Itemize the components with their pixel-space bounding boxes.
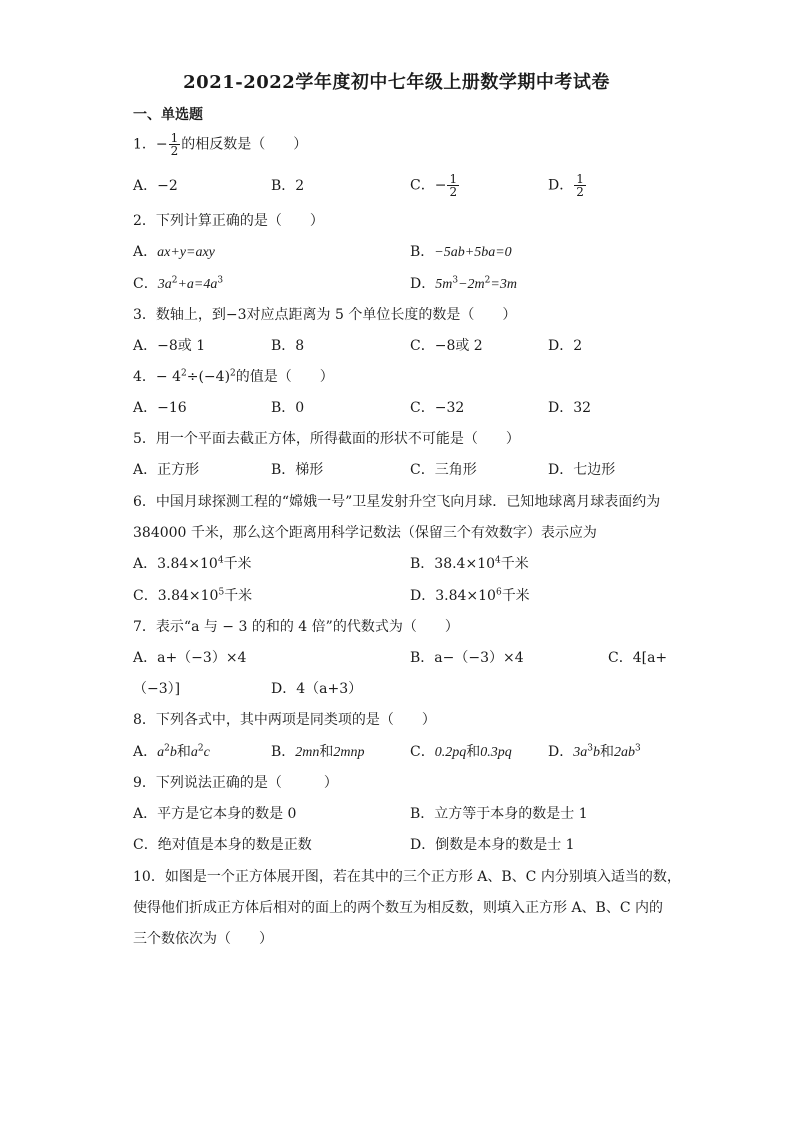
q8-c-2: 0.3pq [480, 745, 512, 760]
q8-d-1: 3a [573, 745, 588, 760]
q2-option-b[interactable] [410, 242, 512, 263]
q1-c-frac-num: 1 [449, 172, 458, 186]
question-6-line-1: 6．中国月球探测工程的“嫦娥一号”卫星发射升空飞向月球．已知地球离月球表面约为 [133, 494, 661, 510]
q7-option-b[interactable]: B．a−（−3）×4 [410, 650, 524, 666]
q8-a-3: a [190, 745, 198, 760]
q6-c-sup: 5 [218, 587, 225, 598]
q4-option-b[interactable]: B．0 [271, 400, 305, 416]
question-6-line-2: 384000 千米，那么这个距离用科学记数法（保留三个有效数字）表示应为 [133, 525, 597, 541]
q2-option-a[interactable] [133, 242, 215, 263]
q4-text-2: ÷(−4) [186, 369, 231, 385]
q7-option-d[interactable]: D．4（a+3） [271, 681, 363, 697]
q1-option-b[interactable]: B．2 [271, 178, 305, 194]
q5-option-b[interactable]: B．梯形 [271, 462, 324, 478]
q8-a-and: 和 [176, 744, 191, 760]
q1-frac-num: 1 [170, 131, 179, 145]
q2-c-sup-1: 2 [171, 275, 178, 286]
q5-option-c[interactable]: C．三角形 [410, 462, 477, 478]
q8-c-1: 0.2pq [434, 745, 467, 760]
q8-option-d[interactable] [548, 742, 641, 763]
q4-option-c[interactable]: C．−32 [410, 400, 465, 416]
q8-c-and: 和 [466, 744, 481, 760]
q8-d-3: 2ab [613, 745, 635, 760]
q7-option-a[interactable]: A．a+（−3）×4 [133, 650, 247, 666]
q4-option-d[interactable]: D．32 [548, 400, 592, 416]
q2-a-expr: ax+y=axy [157, 245, 215, 260]
q8-b-2: 2mnp [333, 745, 365, 760]
q6-d-1: D．3.84×10 [410, 588, 496, 604]
q3-option-c[interactable]: C．−8或 2 [410, 338, 483, 354]
q6-b-1: B．38.4×10 [410, 556, 496, 572]
q6-option-b[interactable] [410, 554, 529, 574]
q8-b-1: 2mn [295, 745, 320, 760]
question-7: 7．表示“a 与 − 3 的和的 4 倍”的代数式为（ ） [133, 619, 459, 635]
q5-option-d[interactable]: D．七边形 [548, 462, 616, 478]
q1-option-d[interactable] [548, 173, 587, 198]
q1-d-frac-num: 1 [576, 172, 584, 186]
q2-option-d[interactable] [410, 274, 517, 295]
q6-a-1: A．3.84×10 [133, 556, 218, 572]
q8-d-label: D． [548, 744, 574, 760]
q8-option-b[interactable] [271, 742, 365, 763]
q8-option-a[interactable] [133, 742, 210, 763]
q6-option-c[interactable] [133, 586, 252, 606]
q1-option-d-label: D． [548, 177, 574, 194]
exam-title: 2021-2022学年度初中七年级上册数学期中考试卷 [183, 72, 610, 93]
q4-text-3: 的值是（ ） [235, 369, 334, 385]
q9-option-b[interactable]: B．立方等于本身的数是士 1 [410, 806, 588, 822]
q7-option-c-part1[interactable]: C．4[a+ [608, 650, 668, 666]
q6-option-d[interactable] [410, 586, 530, 606]
q2-d-label: D． [410, 276, 436, 292]
q8-a-4: c [203, 745, 210, 760]
q8-b-label: B． [271, 744, 296, 760]
q1-frac-den: 2 [170, 144, 179, 158]
q2-c-label: C． [133, 276, 158, 292]
q2-b-label: B． [410, 244, 435, 260]
q7-option-c-part2[interactable]: （−3）] [133, 681, 181, 697]
q3-option-d[interactable]: D．2 [548, 338, 583, 354]
q8-b-and: 和 [319, 744, 334, 760]
q8-a-sup1: 2 [164, 743, 170, 754]
question-1 [133, 132, 307, 157]
question-10-line-1: 10．如图是一个正方体展开图，若在其中的三个正方形 A、B、C 内分别填入适当的数， [133, 869, 681, 885]
q6-a-2: 千米 [223, 556, 252, 572]
q6-c-2: 千米 [224, 588, 253, 604]
q1-c-frac-den: 2 [449, 185, 458, 199]
q9-option-c[interactable]: C．绝对值是本身的数是正数 [133, 837, 312, 853]
q9-option-d[interactable]: D．倒数是本身的数是士 1 [410, 837, 575, 853]
q5-option-a[interactable]: A．正方形 [133, 462, 200, 478]
q2-d-sup-1: 3 [452, 275, 459, 286]
q4-sup-2: 2 [230, 368, 236, 379]
question-8: 8．下列各式中，其中两项是同类项的是（ ） [133, 712, 436, 728]
q8-d-and: 和 [599, 744, 614, 760]
q1-option-c[interactable] [410, 173, 460, 198]
question-4 [133, 367, 334, 387]
q8-a-1: a [157, 745, 165, 760]
q6-c-1: C．3.84×10 [133, 588, 219, 604]
q8-a-2: b [169, 745, 177, 760]
q1-option-d-fraction [574, 173, 586, 198]
q2-a-label: A． [133, 244, 158, 260]
q1-option-a[interactable]: A．−2 [133, 178, 178, 194]
question-9: 9．下列说法正确的是（ ） [133, 775, 338, 791]
q2-b-expr: −5ab+5ba=0 [434, 245, 512, 260]
question-10-line-3: 三个数依次为（ ） [133, 931, 273, 947]
q4-option-a[interactable]: A．−16 [133, 400, 187, 416]
q4-text-1: 4．− 4 [133, 369, 181, 385]
q4-sup-1: 2 [181, 368, 187, 379]
q8-d-sup2: 3 [634, 743, 641, 754]
q6-d-sup: 6 [495, 587, 502, 598]
q2-d-expr-3: =3m [490, 277, 517, 292]
q6-a-sup: 4 [217, 555, 224, 566]
q1-fraction [169, 132, 181, 157]
q2-d-expr-1: 5m [435, 277, 453, 292]
q2-d-sup-2: 2 [484, 275, 491, 286]
q1-minus: − [155, 136, 168, 153]
question-10-line-2: 使得他们折成正方体后相对的面上的两个数互为相反数，则填入正方形 A、B、C 内的 [133, 900, 664, 916]
q8-option-c[interactable] [410, 742, 512, 763]
q1-option-c-label: C．− [410, 177, 447, 194]
q2-c-expr-2: +a=4a [177, 277, 218, 292]
q1-text: 的相反数是（ ） [181, 136, 308, 153]
q8-c-label: C． [410, 744, 435, 760]
q9-option-a[interactable]: A．平方是它本身的数是 0 [133, 806, 297, 822]
question-5: 5．用一个平面去截正方体，所得截面的形状不可能是（ ） [133, 431, 520, 447]
q8-a-label: A． [133, 744, 158, 760]
section-heading: 一、单选题 [133, 107, 203, 123]
q2-d-expr-2: −2m [458, 277, 485, 292]
q1-number: 1． [133, 136, 156, 153]
q1-option-c-fraction [447, 173, 459, 198]
q8-d-2: b [592, 745, 600, 760]
q8-a-sup2: 2 [197, 743, 204, 754]
q1-d-frac-den: 2 [576, 185, 584, 199]
q8-d-sup1: 3 [587, 743, 593, 754]
q6-d-2: 千米 [501, 588, 530, 604]
question-2: 2．下列计算正确的是（ ） [133, 213, 324, 229]
q6-b-2: 千米 [500, 556, 529, 572]
question-3: 3．数轴上，到−3对应点距离为 5 个单位长度的数是（ ） [133, 307, 517, 323]
q2-c-expr-1: 3a [157, 277, 172, 292]
q2-c-sup-2: 3 [217, 275, 224, 286]
q6-option-a[interactable] [133, 554, 252, 574]
q2-option-c[interactable] [133, 274, 223, 295]
q3-option-a[interactable]: A．−8或 1 [133, 338, 206, 354]
q6-b-sup: 4 [495, 555, 501, 566]
q3-option-b[interactable]: B．8 [271, 338, 305, 354]
